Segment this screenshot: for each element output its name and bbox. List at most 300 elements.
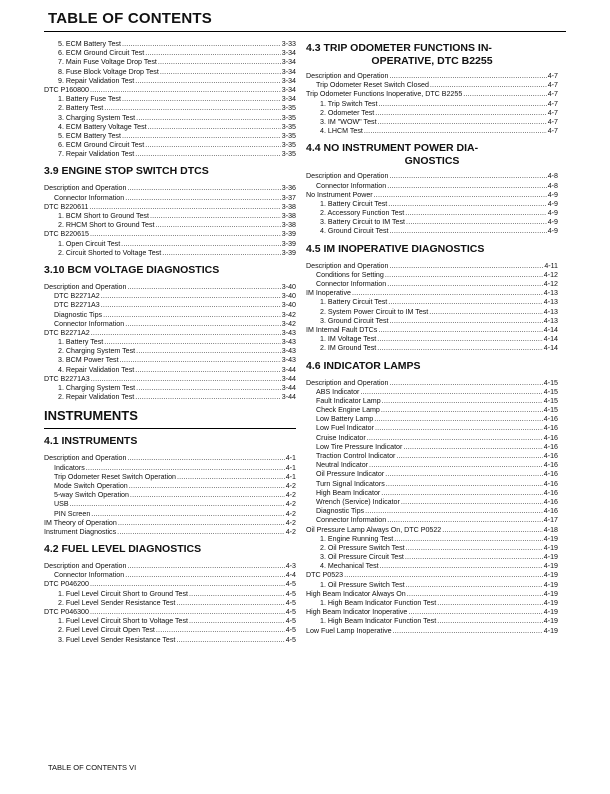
toc-entry-title: 3. Ground Circuit Test [320, 316, 389, 325]
toc-entry-page: 4-16 [543, 470, 558, 479]
dot-leader [135, 393, 281, 402]
toc-entry-page: 3-34 [281, 95, 296, 104]
toc-entry[interactable] [44, 114, 296, 123]
toc-entry-page: 4-18 [543, 525, 558, 534]
dot-leader [177, 473, 285, 482]
toc-entry-title: DTC P0523 [306, 571, 344, 580]
toc-entry-title: Turn Signal Indicators [316, 479, 385, 488]
toc-entry[interactable] [306, 498, 558, 507]
toc-entry-page: 3-39 [281, 248, 296, 257]
dot-leader [122, 95, 281, 104]
dot-leader [91, 510, 284, 519]
toc-entry[interactable] [44, 562, 296, 571]
dot-leader [378, 326, 542, 335]
toc-entry[interactable] [306, 262, 558, 271]
toc-entry[interactable] [44, 500, 296, 509]
toc-entry-page: 3-39 [281, 239, 296, 248]
dot-leader [118, 519, 285, 528]
toc-entry-title: Description and Operation [44, 184, 127, 193]
toc-entry[interactable] [306, 397, 558, 406]
toc-entry[interactable] [44, 338, 296, 347]
toc-entry-page: 4-13 [543, 289, 558, 298]
toc-entry[interactable] [44, 473, 296, 482]
toc-entry[interactable] [306, 424, 558, 433]
toc-entry[interactable] [44, 141, 296, 150]
toc-entry[interactable] [306, 443, 558, 452]
toc-entry-page: 4-16 [543, 461, 558, 470]
toc-entry[interactable] [306, 406, 558, 415]
toc-entry-page: 4-7 [547, 108, 558, 117]
section-heading-3-10: 3.10 BCM VOLTAGE DIAGNOSTICS [44, 263, 220, 276]
dot-leader [189, 617, 285, 626]
toc-entry-page: 4-19 [543, 534, 558, 543]
toc-entry-page: 3-34 [281, 76, 296, 85]
toc-entry[interactable] [44, 329, 296, 338]
toc-entry[interactable] [44, 68, 296, 77]
toc-entry[interactable] [306, 218, 558, 227]
toc-entry-page: 4-5 [285, 580, 296, 589]
toc-entry[interactable] [306, 280, 558, 289]
toc-entry-title: Trip Odometer Reset Switch Operation [54, 472, 176, 481]
toc-entry[interactable] [306, 100, 558, 109]
toc-entry[interactable] [44, 249, 296, 258]
dot-leader [103, 311, 281, 320]
toc-entry-page: 4-5 [285, 608, 296, 616]
toc-entry[interactable] [306, 200, 558, 209]
toc-entry-title: Diagnostic Tips [316, 507, 365, 516]
toc-entry-title: DTC P160800 [44, 85, 89, 94]
dot-leader [90, 230, 281, 239]
toc-entry[interactable] [306, 571, 558, 580]
toc-entry[interactable] [306, 317, 558, 326]
toc-entry-title: 1. Fuel Level Circuit Short to Ground Test [58, 589, 188, 598]
dot-leader [406, 218, 547, 227]
toc-entry-title: ABS Indicator [316, 387, 360, 396]
toc-entry[interactable] [44, 599, 296, 608]
dot-leader [437, 599, 543, 608]
toc-entry[interactable] [44, 608, 296, 617]
dot-leader [381, 489, 543, 498]
toc-entry[interactable] [306, 590, 558, 599]
title-divider [44, 31, 566, 32]
toc-entry-page: 4-2 [285, 527, 296, 536]
dot-leader [387, 516, 543, 525]
dot-leader [388, 200, 546, 209]
toc-entry-page: 4-3 [285, 562, 296, 571]
toc-entry-page: 3-40 [281, 292, 296, 301]
toc-entry-title: Description and Operation [44, 562, 127, 571]
toc-entry-title: 4. LHCM Test [320, 127, 363, 136]
toc-group-continued [44, 40, 296, 159]
toc-entry-page: 3-34 [281, 58, 296, 67]
dot-leader [121, 240, 281, 249]
dot-leader [393, 627, 543, 636]
toc-entry-title: Trip Odometer Functions Inoperative, DTC B2255 [306, 90, 463, 99]
toc-entry-page: 4-2 [285, 491, 296, 500]
dot-leader [130, 491, 285, 500]
toc-entry[interactable] [44, 240, 296, 249]
toc-entry-title: 1. Battery Fuse Test [58, 95, 121, 104]
toc-entry-title: 1. Battery Circuit Test [320, 199, 388, 208]
toc-group-4-2 [44, 562, 296, 645]
toc-entry-title: DTC B220611 [44, 202, 89, 211]
dot-leader [136, 384, 281, 393]
toc-entry-page: 3-38 [281, 221, 296, 230]
toc-entry-title: 2. Odometer Test [320, 108, 375, 117]
toc-entry-title: USB [54, 500, 69, 509]
toc-entry-page: 4-19 [543, 562, 558, 571]
toc-entry-page: 4-15 [543, 396, 558, 405]
toc-entry[interactable] [44, 375, 296, 384]
toc-entry-page: 4-16 [543, 433, 558, 442]
toc-entry-page: 4-2 [285, 500, 296, 509]
toc-entry-page: 3-44 [281, 384, 296, 392]
dot-leader [189, 590, 285, 599]
toc-entry[interactable] [44, 77, 296, 86]
toc-entry-title: DTC B2271A3 [44, 374, 90, 383]
toc-entry-page: 4-7 [547, 90, 558, 99]
toc-entry-page: 3-34 [281, 67, 296, 76]
toc-entry-page: 4-9 [547, 227, 558, 236]
toc-entry[interactable] [44, 491, 296, 500]
toc-entry[interactable] [44, 132, 296, 141]
toc-entry[interactable] [306, 182, 558, 191]
section-heading-4-3-line1: 4.3 TRIP ODOMETER FUNCTIONS IN- [306, 42, 492, 54]
toc-entry-page: 3-38 [281, 212, 296, 220]
dot-leader [122, 40, 281, 49]
toc-entry-title: 3. Fuel Level Sender Resistance Test [58, 635, 176, 644]
dot-leader [389, 379, 542, 388]
toc-entry-title: Oil Pressure Indicator [316, 470, 385, 479]
toc-entry-title: 1. Battery Test [58, 338, 104, 347]
toc-entry-page: 4-12 [543, 280, 558, 288]
toc-entry[interactable] [306, 480, 558, 489]
toc-entry[interactable] [306, 434, 558, 443]
section-heading-4-4 [306, 142, 558, 168]
toc-entry[interactable] [44, 356, 296, 365]
toc-entry[interactable] [306, 172, 558, 181]
dot-leader [405, 209, 546, 218]
toc-entry[interactable] [44, 311, 296, 320]
toc-entry-title: 7. Main Fuse Voltage Drop Test [58, 58, 157, 67]
toc-entry-page: 4-4 [285, 571, 296, 580]
toc-entry[interactable] [306, 335, 558, 344]
dot-leader [135, 77, 281, 86]
toc-entry-title: 2. Fuel Level Circuit Open Test [58, 626, 155, 635]
dot-leader [148, 123, 281, 132]
toc-entry-page: 3-44 [281, 365, 296, 374]
toc-entry[interactable] [306, 109, 558, 118]
dot-leader [388, 298, 543, 307]
toc-entry-title: 2. Charging System Test [58, 347, 136, 356]
toc-entry[interactable] [44, 464, 296, 473]
dot-leader [369, 461, 543, 470]
dot-leader [86, 464, 285, 473]
toc-entry[interactable] [44, 454, 296, 463]
toc-entry-title: 2. IM Ground Test [320, 344, 377, 353]
toc-entry[interactable] [44, 95, 296, 104]
toc-entry-page: 3-36 [281, 184, 296, 193]
toc-entry[interactable] [44, 528, 296, 537]
toc-entry-title: DTC B2271A3 [54, 301, 100, 310]
toc-entry[interactable] [306, 227, 558, 236]
dot-leader [70, 500, 285, 509]
dot-leader [394, 535, 543, 544]
toc-entry[interactable] [44, 393, 296, 402]
toc-entry[interactable] [44, 184, 296, 193]
toc-entry[interactable] [44, 301, 296, 310]
toc-entry-title: High Beam Indicator Always On [306, 589, 406, 598]
toc-entry[interactable] [44, 221, 296, 230]
toc-entry[interactable] [44, 203, 296, 212]
toc-entry-page: 4-19 [543, 626, 558, 635]
toc-entry[interactable] [306, 289, 558, 298]
toc-entry-page: 3-44 [281, 393, 296, 402]
toc-entry-page: 4-1 [285, 463, 296, 472]
toc-entry[interactable] [44, 320, 296, 329]
toc-entry[interactable] [44, 123, 296, 132]
toc-entry[interactable] [306, 627, 558, 636]
toc-entry[interactable] [44, 347, 296, 356]
dot-leader [120, 356, 281, 365]
toc-entry[interactable] [44, 590, 296, 599]
toc-entry-title: PIN Screen [54, 509, 91, 518]
toc-entry-page: 3-37 [281, 193, 296, 202]
toc-entry-title: 3. Battery Circuit to IM Test [320, 218, 406, 227]
section-heading-4-1: 4.1 INSTRUMENTS [44, 435, 138, 448]
toc-group-3-9 [44, 184, 296, 258]
toc-entry[interactable] [306, 415, 558, 424]
toc-entry[interactable] [44, 519, 296, 528]
toc-entry-page: 4-16 [543, 452, 558, 460]
dot-leader [374, 191, 547, 200]
dot-leader [127, 562, 284, 571]
toc-entry-title: Fault Indicator Lamp [316, 396, 381, 405]
toc-entry-page: 4-16 [543, 479, 558, 488]
toc-entry[interactable] [306, 344, 558, 353]
dot-leader [381, 406, 543, 415]
toc-entry[interactable] [306, 209, 558, 218]
toc-entry[interactable] [44, 617, 296, 626]
toc-entry[interactable] [306, 489, 558, 498]
toc-entry-page: 4-14 [543, 335, 558, 344]
dot-leader [375, 109, 546, 118]
dot-leader [403, 443, 542, 452]
toc-entry[interactable] [306, 608, 558, 617]
toc-entry[interactable] [306, 581, 558, 590]
toc-entry-title: 2. System Power Circuit to IM Test [320, 307, 429, 316]
toc-entry-page: 4-15 [543, 387, 558, 396]
section-heading-4-4-line1: 4.4 NO INSTRUMENT POWER DIA- [306, 142, 479, 155]
toc-entry-page: 3-35 [281, 141, 296, 150]
toc-column-left [44, 40, 296, 651]
toc-entry[interactable] [44, 86, 296, 95]
toc-entry-title: DTC B2271A2 [54, 292, 100, 301]
toc-entry-title: Indicators [54, 463, 85, 472]
toc-entry-page: 4-7 [547, 72, 558, 80]
toc-entry[interactable] [44, 212, 296, 221]
toc-entry[interactable] [306, 562, 558, 571]
toc-entry-page: 3-35 [281, 104, 296, 113]
toc-entry[interactable] [306, 516, 558, 525]
toc-entry[interactable] [44, 292, 296, 301]
toc-entry[interactable] [306, 308, 558, 317]
toc-entry[interactable] [306, 127, 558, 136]
toc-entry-title: 2. RHCM Short to Ground Test [58, 221, 155, 230]
page-title: TABLE OF CONTENTS [48, 10, 212, 27]
toc-entry-title: 9. Repair Validation Test [58, 76, 135, 85]
toc-entry[interactable] [306, 599, 558, 608]
toc-entry-title: 6. ECM Ground Circuit Test [58, 141, 145, 150]
toc-entry[interactable] [306, 298, 558, 307]
toc-entry[interactable] [44, 636, 296, 645]
dot-leader [122, 132, 281, 141]
dot-leader [389, 172, 546, 181]
toc-entry-title: Oil Pressure Lamp Always On, DTC P0522 [306, 525, 442, 534]
toc-entry[interactable] [306, 379, 558, 388]
dot-leader [405, 553, 543, 562]
toc-entry-title: No Instrument Power [306, 190, 373, 199]
toc-entry-page: 4-13 [543, 298, 558, 307]
dot-leader [389, 262, 543, 271]
toc-entry[interactable] [44, 571, 296, 580]
dot-leader [101, 301, 281, 310]
dot-leader [385, 470, 543, 479]
toc-entry-page: 4-19 [543, 543, 558, 552]
toc-entry-title: Conditions for Setting [316, 270, 384, 279]
toc-entry[interactable] [306, 470, 558, 479]
toc-entry[interactable] [306, 461, 558, 470]
toc-entry[interactable] [306, 617, 558, 626]
toc-entry[interactable] [306, 507, 558, 516]
toc-entry[interactable] [306, 553, 558, 562]
toc-entry-page: 4-7 [547, 117, 558, 126]
toc-entry[interactable] [306, 72, 558, 81]
toc-entry[interactable] [44, 104, 296, 113]
dot-leader [365, 507, 543, 516]
toc-entry-page: 4-5 [285, 589, 296, 598]
section-heading-4-4-line2: GNOSTICS [404, 155, 460, 168]
dot-leader [382, 397, 543, 406]
toc-group-4-6 [306, 379, 558, 636]
dot-leader [136, 114, 281, 123]
toc-entry-page: 3-35 [281, 131, 296, 140]
toc-entry-title: 1. Fuel Level Circuit Short to Voltage Test [58, 617, 188, 626]
dot-leader [145, 49, 281, 58]
toc-entry-title: Connector Information [316, 516, 387, 525]
toc-entry[interactable] [44, 626, 296, 635]
toc-entry[interactable] [306, 118, 558, 127]
section-heading-4-3-line2: OPERATIVE, DTC B2255 [371, 55, 493, 67]
toc-entry-title: Description and Operation [44, 454, 127, 463]
toc-entry[interactable] [44, 40, 296, 49]
toc-entry-page: 4-15 [543, 406, 558, 415]
toc-entry-title: Connector Information [316, 181, 387, 190]
toc-entry[interactable] [306, 191, 558, 200]
dot-leader [367, 434, 543, 443]
dot-leader [162, 249, 281, 258]
toc-entry[interactable] [306, 90, 558, 99]
toc-entry[interactable] [306, 544, 558, 553]
toc-entry-page: 4-16 [543, 507, 558, 516]
toc-entry-title: 1. IM Voltage Test [320, 335, 377, 344]
dot-leader [406, 544, 543, 553]
toc-entry-page: 3-40 [281, 301, 296, 310]
dot-leader [125, 194, 281, 203]
toc-entry[interactable] [44, 150, 296, 159]
toc-entry-page: 4-14 [543, 325, 558, 334]
toc-entry[interactable] [44, 58, 296, 67]
toc-group-4-1 [44, 454, 296, 537]
toc-entry-page: 4-16 [543, 424, 558, 433]
toc-entry-title: 1. BCM Short to Ground Test [58, 212, 149, 220]
toc-entry-page: 4-17 [543, 516, 558, 525]
section-heading-3-9: 3.9 ENGINE STOP SWITCH DTCS [44, 165, 209, 178]
toc-entry[interactable] [44, 283, 296, 292]
dot-leader [127, 454, 284, 463]
toc-entry-page: 4-2 [285, 518, 296, 527]
toc-entry[interactable] [306, 388, 558, 397]
toc-entry-title: Instrument Diagnostics [44, 527, 117, 536]
toc-entry[interactable] [44, 482, 296, 491]
toc-entry[interactable] [44, 230, 296, 239]
toc-entry-page: 4-9 [547, 218, 558, 227]
toc-entry[interactable] [44, 194, 296, 203]
toc-entry[interactable] [306, 452, 558, 461]
dot-leader [90, 608, 285, 617]
toc-entry[interactable] [44, 366, 296, 375]
dot-leader [127, 283, 280, 292]
toc-entry[interactable] [306, 326, 558, 335]
page-footer: TABLE OF CONTENTS VI [48, 763, 137, 772]
dot-leader [430, 81, 547, 90]
toc-entry-page: 4-19 [543, 553, 558, 562]
dot-leader [375, 424, 543, 433]
toc-entry-page: 4-13 [543, 316, 558, 325]
toc-entry-title: 2. Accessory Function Test [320, 209, 405, 218]
toc-entry-title: 5-way Switch Operation [54, 491, 129, 500]
dot-leader [389, 227, 546, 236]
dot-leader [406, 581, 543, 590]
toc-entry[interactable] [44, 510, 296, 519]
toc-entry-title: Diagnostic Tips [54, 310, 103, 319]
toc-entry[interactable] [44, 49, 296, 58]
toc-entry-title: 3. BCM Power Test [58, 356, 119, 365]
toc-entry-title: Trip Odometer Reset Switch Closed [316, 81, 429, 90]
toc-entry-title: High Beam Indicator Inoperative [306, 608, 408, 617]
dot-leader [176, 636, 284, 645]
toc-entry[interactable] [306, 526, 558, 535]
toc-entry-title: Connector Information [54, 571, 125, 580]
toc-entry-page: 4-16 [543, 497, 558, 506]
toc-entry-title: 1. High Beam Indicator Function Test [320, 599, 437, 607]
toc-entry-page: 3-42 [281, 310, 296, 319]
dot-leader [145, 141, 281, 150]
toc-entry-title: Connector Information [54, 319, 125, 328]
dot-leader [90, 86, 281, 95]
toc-entry[interactable] [306, 81, 558, 90]
toc-entry[interactable] [44, 580, 296, 589]
toc-entry-page: 3-35 [281, 150, 296, 159]
toc-entry[interactable] [306, 535, 558, 544]
toc-entry[interactable] [44, 384, 296, 393]
dot-leader [136, 347, 281, 356]
toc-entry-page: 3-42 [281, 319, 296, 328]
dot-leader [117, 528, 285, 537]
dot-leader [387, 182, 547, 191]
dot-leader [352, 289, 543, 298]
toc-entry[interactable] [306, 271, 558, 280]
